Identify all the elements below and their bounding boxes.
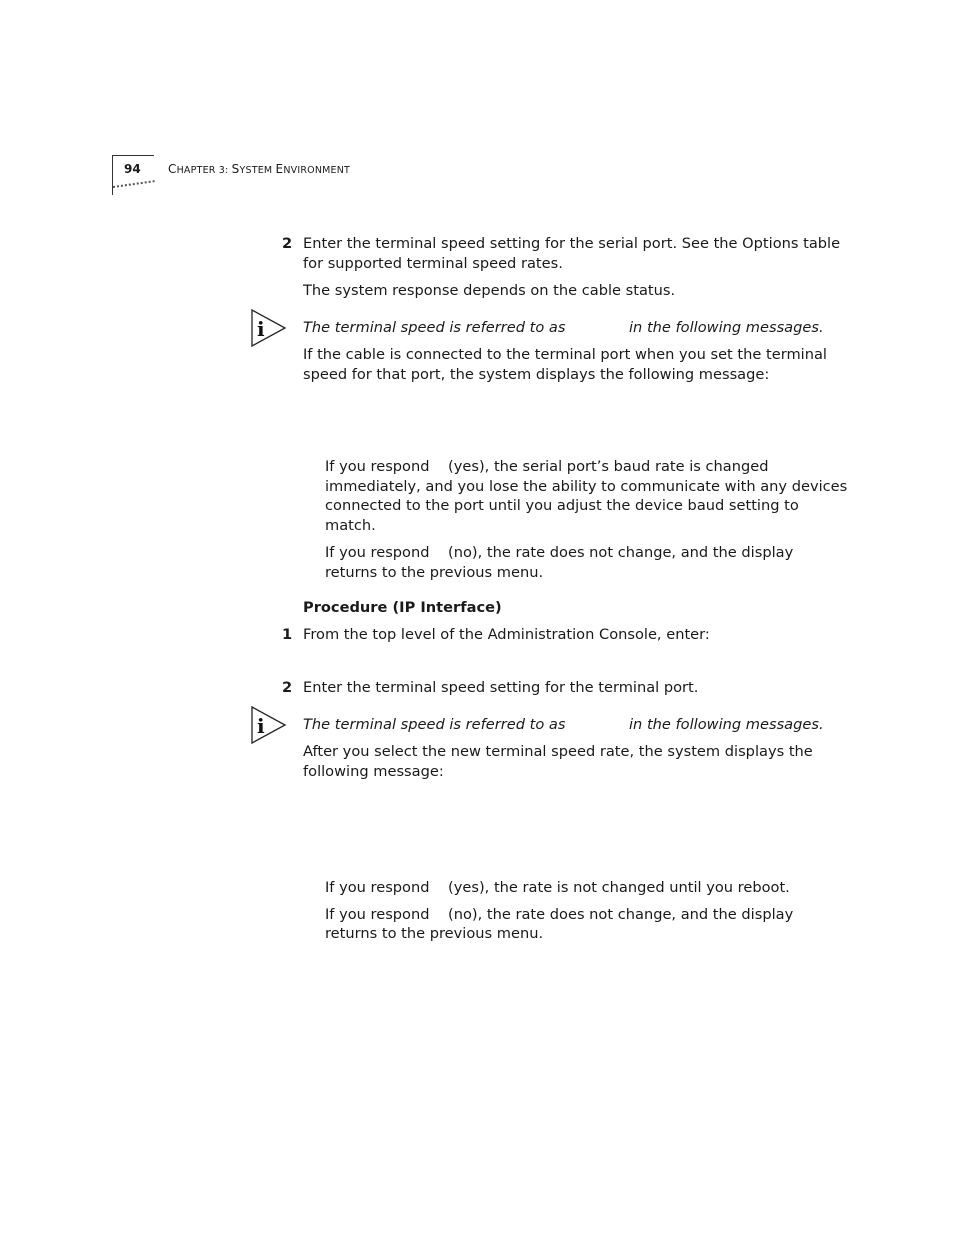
paragraph: returns to the previous menu.	[325, 564, 544, 581]
paragraph: If the cable is connected to the terminal port when you set the terminal	[303, 346, 827, 363]
info-icon	[250, 308, 288, 348]
svg-text:i: i	[257, 714, 265, 738]
paragraph: immediately, and you lose the ability to communicate with any devices	[325, 478, 848, 495]
paragraph: If you respond (yes), the serial port’s baud rate is changed	[325, 458, 769, 475]
step-number: 2	[282, 235, 293, 252]
note-text: in the following messages.	[629, 319, 824, 336]
step-number: 1	[282, 626, 293, 643]
section-heading: Procedure (IP Interface)	[303, 599, 502, 616]
paragraph: returns to the previous menu.	[325, 925, 544, 942]
step-text: for supported terminal speed rates.	[303, 255, 563, 272]
note-text: The terminal speed is referred to as	[303, 716, 566, 733]
paragraph: speed for that port, the system displays the following message:	[303, 366, 770, 383]
step-text: Enter the terminal speed setting for the serial port. See the Options table	[303, 235, 841, 252]
paragraph: The system response depends on the cable status.	[303, 282, 676, 299]
info-icon	[250, 705, 288, 745]
paragraph: If you respond (no), the rate does not change, and the display	[325, 906, 794, 923]
paragraph: If you respond (yes), the rate is not changed until you reboot.	[325, 879, 790, 896]
paragraph: connected to the port until you adjust the device baud setting to	[325, 497, 799, 514]
svg-text:i: i	[257, 317, 265, 341]
step-text: From the top level of the Administration Console, enter:	[303, 626, 710, 643]
chapter-title: CHAPTER 3: SYSTEM ENVIRONMENT	[168, 162, 351, 176]
paragraph: following message:	[303, 763, 444, 780]
paragraph: If you respond (no), the rate does not change, and the display	[325, 544, 794, 561]
paragraph: After you select the new terminal speed rate, the system displays the	[303, 743, 813, 760]
paragraph: match.	[325, 517, 376, 534]
note-text: The terminal speed is referred to as	[303, 319, 566, 336]
note-text: in the following messages.	[629, 716, 824, 733]
page-number: 94	[124, 162, 141, 176]
step-text: Enter the terminal speed setting for the terminal port.	[303, 679, 699, 696]
step-number: 2	[282, 679, 293, 696]
